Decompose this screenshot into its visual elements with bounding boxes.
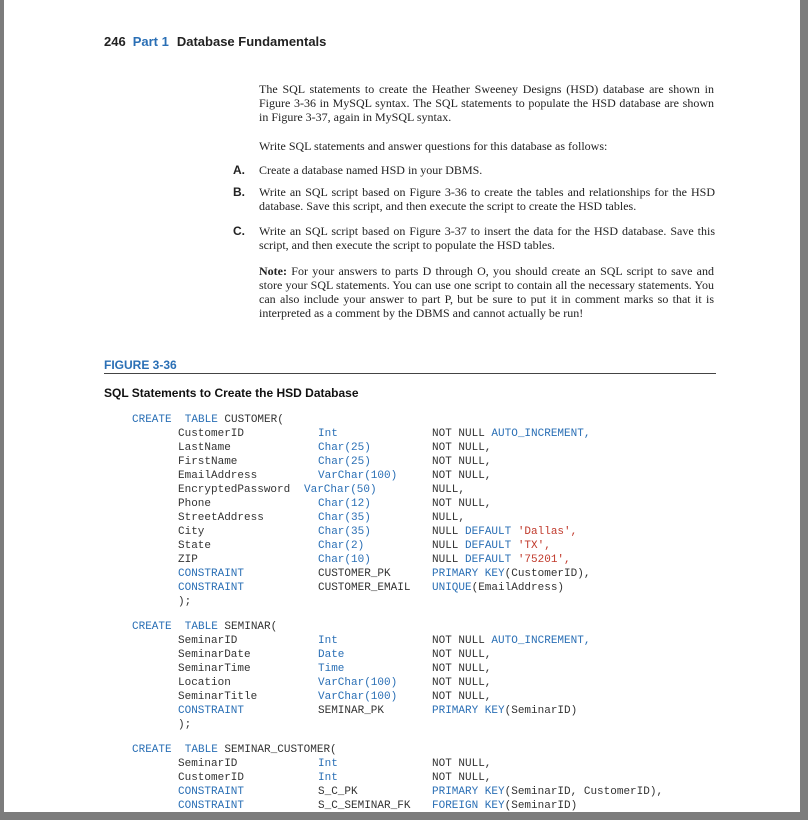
code-line: [432, 427, 590, 441]
constraint-columns: (CustomerID),: [504, 568, 591, 580]
code-line: [318, 757, 338, 771]
statement-end: );: [178, 719, 192, 731]
question-c-text: Write an SQL script based on Figure 3-37 to insert the data for the HSD database. Save this script, and then execute the script to populate the HSD tables.: [259, 224, 715, 252]
column-option: AUTO_INCREMENT,: [491, 428, 591, 440]
column-name: SeminarTime: [178, 663, 251, 675]
question-a: [233, 163, 715, 179]
code-line: [178, 595, 191, 609]
question-c-label: C.: [233, 224, 245, 238]
question-b-label: B.: [233, 185, 245, 199]
code-line: [178, 648, 251, 662]
code-line: [318, 704, 384, 718]
code-line: [432, 525, 577, 539]
code-line: [318, 553, 371, 567]
code-line: [318, 799, 410, 813]
figure-caption: SQL Statements to Create the HSD Database: [104, 386, 359, 400]
column-null: NOT NULL,: [432, 470, 492, 482]
column-null: NOT NULL,: [432, 758, 492, 770]
column-null: NOT NULL,: [432, 772, 492, 784]
constraint-name: CUSTOMER_EMAIL: [318, 582, 411, 594]
default-value: '75201',: [517, 554, 571, 566]
code-line: [432, 567, 590, 581]
code-line: [432, 676, 491, 690]
table-name: SEMINAR_CUSTOMER(: [217, 744, 337, 756]
column-null: NOT NULL,: [432, 677, 492, 689]
code-line: [178, 539, 211, 553]
code-line: [178, 469, 257, 483]
column-null: NULL: [432, 526, 466, 538]
code-line: [432, 662, 491, 676]
page-number: 246: [104, 34, 126, 49]
code-line: [178, 581, 244, 595]
default-value: 'Dallas',: [517, 526, 578, 538]
column-type: VarChar(100): [318, 691, 398, 703]
code-line: [318, 662, 344, 676]
code-line: [318, 581, 410, 595]
code-line: [432, 581, 564, 595]
column-null: NOT NULL: [432, 428, 492, 440]
column-name: State: [178, 540, 212, 552]
constraint-type: PRIMARY KEY: [432, 568, 505, 580]
code-line: [318, 567, 391, 581]
column-type: Date: [318, 649, 345, 661]
column-null: NOT NULL,: [432, 456, 492, 468]
column-null: NOT NULL,: [432, 442, 492, 454]
column-null: NOT NULL,: [432, 498, 492, 510]
code-line: [432, 441, 491, 455]
code-line: [318, 648, 344, 662]
question-b-text: Write an SQL script based on Figure 3-36 to create the tables and relationships for the HSD database. Save this script, and then execute the script to create the HSD tables.: [259, 185, 715, 213]
code-line: [432, 690, 491, 704]
code-line: [178, 511, 264, 525]
column-type: Int: [318, 428, 338, 440]
constraint-keyword: CONSTRAINT: [178, 786, 245, 798]
code-line: [132, 413, 284, 427]
code-line: [432, 553, 571, 567]
column-option: AUTO_INCREMENT,: [491, 635, 591, 647]
code-line: [178, 497, 211, 511]
column-name: SeminarID: [178, 635, 238, 647]
intro-paragraph: The SQL statements to create the Heather Sweeney Designs (HSD) database are shown in Figure 3-36 in MySQL syntax. The SQL statements to populate the HSD database are shown in Figure 3-37, again in MySQL syntax.: [259, 82, 714, 124]
column-type: Char(2): [318, 540, 365, 552]
column-name: ZIP: [178, 554, 198, 566]
code-keyword: CREATE TABLE: [132, 744, 218, 756]
code-line: [178, 455, 237, 469]
code-line: [318, 539, 364, 553]
part-label: Part 1: [132, 34, 169, 49]
column-name: SeminarTitle: [178, 691, 258, 703]
code-line: [318, 511, 371, 525]
question-b: [233, 185, 715, 215]
constraint-keyword: CONSTRAINT: [178, 705, 245, 717]
constraint-type: PRIMARY KEY: [432, 786, 505, 798]
code-line: [318, 676, 397, 690]
code-line: [318, 455, 371, 469]
constraint-name: CUSTOMER_PK: [318, 568, 391, 580]
code-line: [318, 771, 338, 785]
column-null: NOT NULL,: [432, 649, 492, 661]
code-line: [318, 785, 358, 799]
column-name: Location: [178, 677, 231, 689]
constraint-columns: (SeminarID, CustomerID),: [504, 786, 664, 798]
note-text: For your answers to parts D through O, you should create an SQL script to save and store your SQL statements. You can use one script to contain all the necessary statements. You can also include your answer to part P, but be sure to put it in comment marks so that it is interpreted as a comment by the DBMS and cannot actually be run!: [259, 264, 715, 320]
column-type: Char(35): [318, 526, 371, 538]
code-line: [178, 676, 231, 690]
code-line: [178, 662, 251, 676]
code-line: [178, 757, 237, 771]
code-line: [432, 785, 663, 799]
column-option: DEFAULT: [465, 540, 518, 552]
constraint-name: S_C_PK: [318, 786, 358, 798]
code-line: [178, 799, 244, 813]
column-type: VarChar(50): [304, 484, 377, 496]
code-line: [304, 483, 377, 497]
column-name: EmailAddress: [178, 470, 258, 482]
column-option: DEFAULT: [465, 554, 518, 566]
code-line: [178, 525, 204, 539]
statement-end: );: [178, 596, 192, 608]
code-line: [178, 483, 290, 497]
column-type: VarChar(100): [318, 677, 398, 689]
table-name: SEMINAR(: [217, 621, 278, 633]
constraint-keyword: CONSTRAINT: [178, 800, 245, 812]
instructions-line: Write SQL statements and answer questions for this database as follows:: [259, 139, 608, 153]
code-line: [178, 785, 244, 799]
column-type: Int: [318, 772, 338, 784]
column-type: Char(10): [318, 554, 371, 566]
column-type: Char(12): [318, 498, 371, 510]
code-line: [432, 469, 491, 483]
column-name: SeminarID: [178, 758, 238, 770]
code-keyword: CREATE TABLE: [132, 414, 218, 426]
code-line: [318, 497, 371, 511]
book-page: [4, 0, 800, 818]
code-line: [432, 483, 465, 497]
constraint-type: PRIMARY KEY: [432, 705, 505, 717]
code-line: [432, 511, 465, 525]
code-line: [432, 634, 590, 648]
constraint-columns: (SeminarID): [504, 705, 578, 717]
code-line: [318, 634, 338, 648]
constraint-columns: (SeminarID): [504, 800, 578, 812]
running-header: [104, 34, 326, 49]
question-a-text: Create a database named HSD in your DBMS.: [259, 163, 483, 177]
code-line: [432, 455, 491, 469]
code-line: [178, 718, 191, 732]
constraint-keyword: CONSTRAINT: [178, 582, 245, 594]
constraint-keyword: CONSTRAINT: [178, 568, 245, 580]
note-label: Note:: [259, 264, 287, 278]
code-line: [178, 553, 198, 567]
column-type: VarChar(100): [318, 470, 398, 482]
column-type: Char(25): [318, 442, 371, 454]
code-line: [432, 704, 577, 718]
code-line: [178, 427, 244, 441]
code-line: [132, 743, 337, 757]
code-line: [318, 525, 371, 539]
constraint-type: FOREIGN KEY: [432, 800, 505, 812]
code-line: [318, 427, 338, 441]
book-title: Database Fundamentals: [176, 34, 327, 49]
column-name: City: [178, 526, 205, 538]
constraint-type: UNIQUE: [432, 582, 472, 594]
default-value: 'TX',: [517, 540, 551, 552]
column-name: CustomerID: [178, 428, 245, 440]
column-null: NOT NULL,: [432, 663, 492, 675]
column-type: Char(35): [318, 512, 371, 524]
column-type: Int: [318, 635, 338, 647]
code-keyword: CREATE TABLE: [132, 621, 218, 633]
column-name: EncryptedPassword: [178, 484, 291, 496]
code-line: [178, 690, 257, 704]
figure-divider: [104, 373, 716, 374]
code-line: [178, 441, 231, 455]
column-name: StreetAddress: [178, 512, 264, 524]
code-line: [178, 771, 244, 785]
code-line: [432, 757, 491, 771]
column-null: NULL,: [432, 484, 466, 496]
code-line: [432, 497, 491, 511]
table-name: CUSTOMER(: [217, 414, 284, 426]
code-line: [178, 634, 237, 648]
column-null: NULL,: [432, 512, 466, 524]
column-name: FirstName: [178, 456, 238, 468]
code-line: [178, 567, 244, 581]
code-line: [178, 704, 244, 718]
question-a-label: A.: [233, 163, 245, 177]
column-name: LastName: [178, 442, 231, 454]
constraint-columns: (EmailAddress): [471, 582, 565, 594]
column-type: Char(25): [318, 456, 371, 468]
column-null: NOT NULL,: [432, 691, 492, 703]
constraint-name: SEMINAR_PK: [318, 705, 385, 717]
question-c: [233, 224, 715, 254]
code-line: [432, 648, 491, 662]
code-line: [432, 771, 491, 785]
column-name: CustomerID: [178, 772, 245, 784]
note-paragraph: [259, 264, 714, 320]
code-line: [318, 441, 371, 455]
code-line: [132, 620, 277, 634]
figure-label: FIGURE 3-36: [104, 358, 177, 372]
column-option: DEFAULT: [465, 526, 518, 538]
code-line: [318, 690, 397, 704]
column-null: NULL: [432, 554, 466, 566]
code-line: [432, 799, 577, 813]
column-type: Time: [318, 663, 345, 675]
constraint-name: S_C_SEMINAR_FK: [318, 800, 411, 812]
column-null: NULL: [432, 540, 466, 552]
column-type: Int: [318, 758, 338, 770]
code-line: [432, 539, 551, 553]
column-name: SeminarDate: [178, 649, 251, 661]
viewer-bottom-edge: [0, 812, 808, 820]
code-line: [318, 469, 397, 483]
column-null: NOT NULL: [432, 635, 492, 647]
column-name: Phone: [178, 498, 212, 510]
